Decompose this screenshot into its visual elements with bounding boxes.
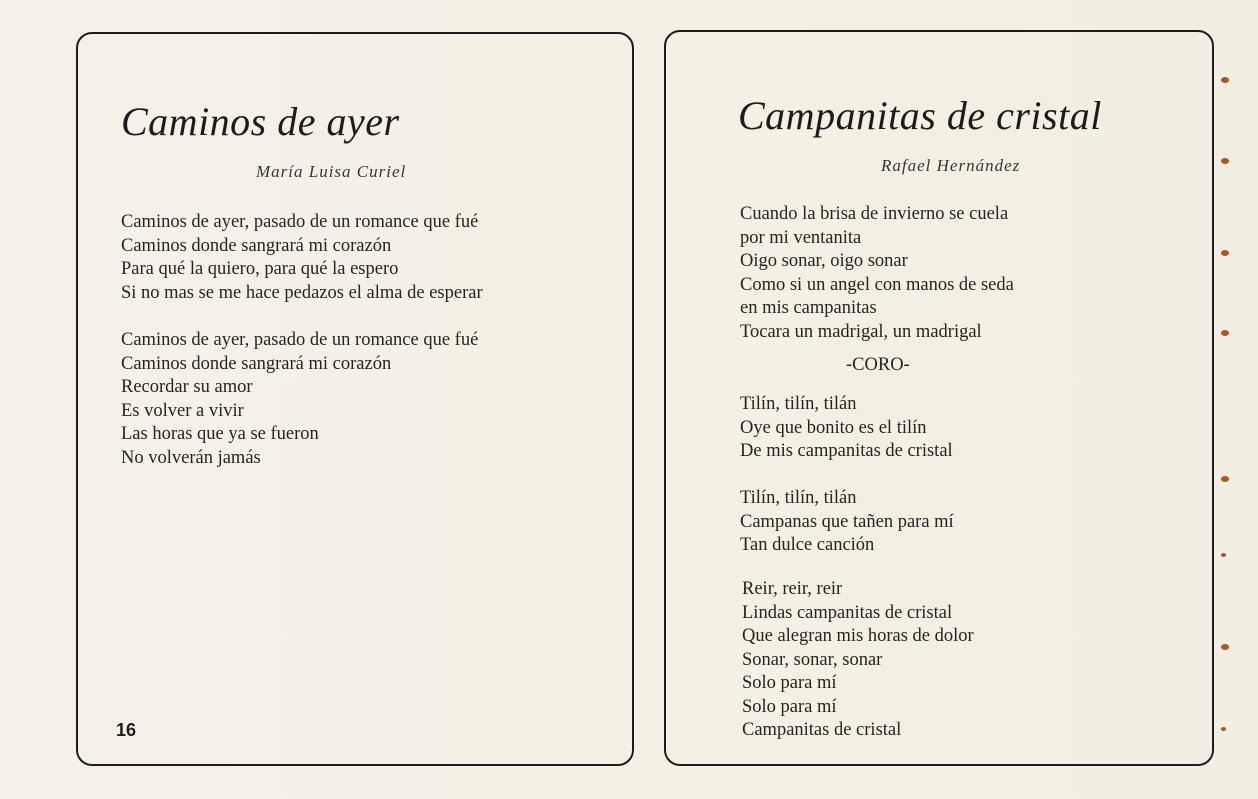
verse-line: No volverán jamás [121, 447, 261, 468]
verse-line: por mi ventanita [740, 227, 862, 248]
verse-line: Sonar, sonar, sonar [742, 649, 883, 670]
verse-line: Recordar su amor [121, 377, 253, 397]
verse-line: Es volver a vivir [121, 400, 244, 421]
verse-line: Las horas que ya se fueron [121, 424, 319, 444]
verse-line: Tocara un madrigal, un madrigal [740, 321, 982, 342]
verse-line: Reir, reir, reir [742, 579, 843, 599]
verse-line: Tilín, tilín, tilán [740, 488, 857, 508]
verse-line: Lindas campanitas de cristal [742, 602, 953, 623]
verse-line: Caminos de ayer, pasado de un romance que fué [121, 212, 479, 232]
right-stanza [740, 487, 954, 558]
verse-line: Tan dulce canción [740, 535, 875, 555]
left-stanza [121, 211, 483, 305]
verse-line: Que alegran mis horas de dolor [742, 626, 974, 646]
verse-line: Campanas que tañen para mí [740, 511, 954, 532]
verse-line: Caminos donde sangrará mi corazón [121, 235, 392, 256]
binding-hole [1221, 77, 1229, 83]
binding-hole [1221, 330, 1229, 336]
verse-line: Para qué la quiero, para qué la espero [121, 259, 399, 279]
verse-line: Oigo sonar, oigo sonar [740, 251, 908, 271]
verse-line: Solo para mí [742, 696, 837, 717]
verse-line: Caminos de ayer, pasado de un romance que fué [121, 330, 479, 350]
verse-line: De mis campanitas de cristal [740, 441, 953, 461]
verse-line: Cuando la brisa de invierno se cuela [740, 204, 1009, 224]
verse-line: Oye que bonito es el tilín [740, 417, 927, 438]
binding-hole [1221, 644, 1229, 650]
left-stanza [121, 329, 478, 470]
page-number: 16 [116, 720, 137, 740]
right-stanza [740, 393, 953, 464]
binding-hole [1221, 250, 1229, 256]
binding-hole [1221, 158, 1229, 164]
binding-hole [1221, 727, 1226, 731]
left-page-title: Caminos de ayer [121, 99, 400, 144]
chorus-label: -CORO- [846, 355, 910, 375]
verse-line: Como si un angel con manos de seda [740, 274, 1014, 295]
verse-line: en mis campanitas [740, 298, 877, 318]
verse-line: Solo para mí [742, 673, 837, 693]
verse-line: Tilín, tilín, tilán [740, 394, 857, 414]
verse-line: Campanitas de cristal [742, 720, 902, 740]
right-stanza [740, 203, 1014, 344]
verse-line: Si no mas se me hace pedazos el alma de esperar [121, 282, 483, 303]
binding-hole [1221, 553, 1226, 557]
right-stanza [742, 578, 974, 743]
right-page-title: Campanitas de cristal [738, 93, 1102, 138]
verse-line: Caminos donde sangrará mi corazón [121, 353, 392, 374]
right-page-author: Rafael Hernández [881, 156, 1021, 175]
left-page-author: María Luisa Curiel [256, 162, 407, 181]
binding-hole [1221, 476, 1229, 482]
